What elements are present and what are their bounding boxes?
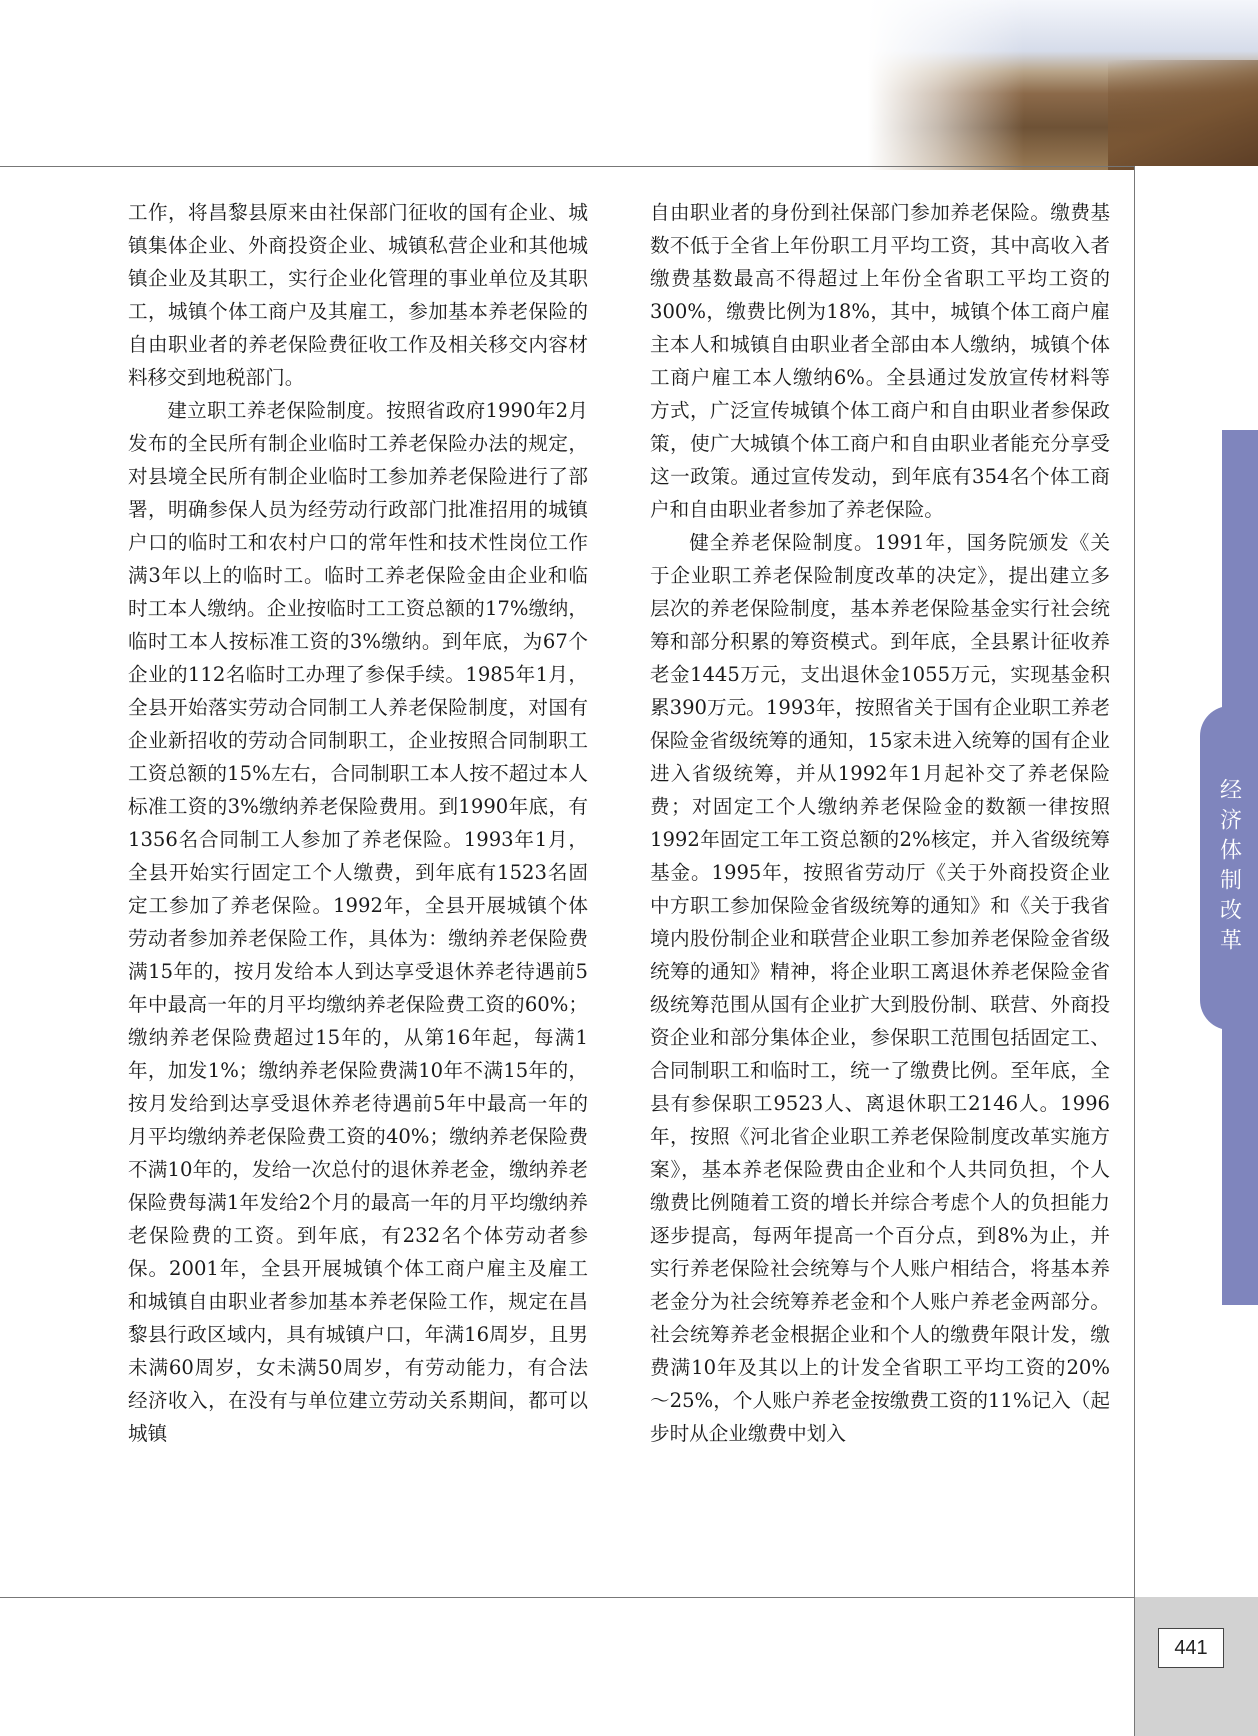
paragraph: 建立职工养老保险制度。按照省政府1990年2月发布的全民所有制企业临时工养老保险办法的规定，对县境全民所有制企业临时工参加养老保险进行了部署，明确参保人员为经劳动行政部门批准招用的城镇户口的临时工和农村户口的常年性和技术性岗位工作满3年以上的临时工。临时工养老保险金由企业和临时工本人缴纳。企业按临时工工资总额的17%缴纳，临时工本人按标准工资的3%缴纳。到年底，为67个企业的112名临时工办理了参保手续。1985年1月，全县开始落实劳动合同制工人养老保险制度，对国有企业新招收的劳动合同制职工，企业按照合同制职工工资总额的15%左右，合同制职工本人按不超过本人标准工资的3%缴纳养老保险费用。到1990年底，有1356名合同制工人参加了养老保险。1993年1月，全县开始实行固定工个人缴费，到年底有1523名固定工参加了养老保险。1992年，全县开展城镇个体劳动者参加养老保险工作，具体为：缴纳养老保险费满15年的，按月发给本人到达享受退休养老待遇前5年中最高一年的月平均缴纳养老保险费工资的60%；缴纳养老保险费超过15年的，从第16年起，每满1年，加发1%；缴纳养老保险费满10年不满15年的，按月发给到达享受退休养老待遇前5年中最高一年的月平均缴纳养老保险费工资的40%；缴纳养老保险费不满10年的，发给一次总付的退休养老金，缴纳养老保险费每满1年发给2个月的最高一年的月平均缴纳养老保险费的工资。到年底，有232名个体劳动者参保。2001年，全县开展城镇个体工商户雇主及雇工和城镇自由职业者参加基本养老保险工作，规定在昌黎县行政区域内，具有城镇户口，年满16周岁，且男未满60周岁，女未满50周岁，有劳动能力，有合法经济收入，在没有与单位建立劳动关系期间，都可以城镇: [128, 399, 588, 1445]
bottom-divider: [0, 1597, 1134, 1598]
left-text-column: [128, 196, 588, 1450]
right-text-column: [650, 196, 1110, 1450]
chapter-side-tab: [1200, 706, 1258, 1030]
chapter-side-tab-label: 经济体制改革: [1216, 778, 1242, 958]
top-divider: [0, 166, 1134, 167]
paragraph: 自由职业者的身份到社保部门参加养老保险。缴费基数不低于全省上年份职工月平均工资，其中高收入者缴费基数最高不得超过上年份全省职工平均工资的300%，缴费比例为18%，其中，城镇个体工商户雇主本人和城镇自由职业者全部由本人缴纳，城镇个体工商户雇工本人缴纳6%。全县通过发放宣传材料等方式，广泛宣传城镇个体工商户和自由职业者参保政策，使广大城镇个体工商户和自由职业者能充分享受这一政策。通过宣传发动，到年底有354名个体工商户和自由职业者参加了养老保险。: [650, 201, 1110, 521]
paragraph: 健全养老保险制度。1991年，国务院颁发《关于企业职工养老保险制度改革的决定》，提出建立多层次的养老保险制度，基本养老保险基金实行社会统筹和部分积累的筹资模式。到年底，全县累计征收养老金1445万元，支出退休金1055万元，实现基金积累390万元。1993年，按照省关于国有企业职工养老保险金省级统筹的通知，15家未进入统筹的国有企业进入省级统筹，并从1992年1月起补交了养老保险费；对固定工个人缴纳养老保险金的数额一律按照1992年固定工年工资总额的2%核定，并入省级统筹基金。1995年，按照省劳动厅《关于外商投资企业中方职工参加保险金省级统筹的通知》和《关于我省境内股份制企业和联营企业职工参加养老保险金省级统筹的通知》精神，将企业职工离退休养老保险金省级统筹范围从国有企业扩大到股份制、联营、外商投资企业和部分集体企业，参保职工范围包括固定工、合同制职工和临时工，统一了缴费比例。至年底，全县有参保职工9523人、离退休职工2146人。1996年，按照《河北省企业职工养老保险制度改革实施方案》，基本养老保险费由企业和个人共同负担，个人缴费比例随着工资的增长并综合考虑个人的负担能力逐步提高，每两年提高一个百分点，到8%为止，并实行养老保险社会统筹与个人账户相结合，将基本养老金分为社会统筹养老金和个人账户养老金两部分。社会统筹养老金根据企业和个人的缴费年限计发，缴费满10年及其以上的计发全省职工平均工资的20%～25%，个人账户养老金按缴费工资的11%记入（起步时从企业缴费中划入: [650, 531, 1110, 1445]
page-number: 441: [1158, 1628, 1224, 1668]
paragraph: 工作，将昌黎县原来由社保部门征收的国有企业、城镇集体企业、外商投资企业、城镇私营企业和其他城镇企业及其职工，实行企业化管理的事业单位及其职工，城镇个体工商户及其雇工，参加基本养老保险的自由职业者的养老保险费征收工作及相关移交内容材料移交到地税部门。: [128, 201, 588, 389]
header-landscape-photo: [868, 0, 1258, 170]
